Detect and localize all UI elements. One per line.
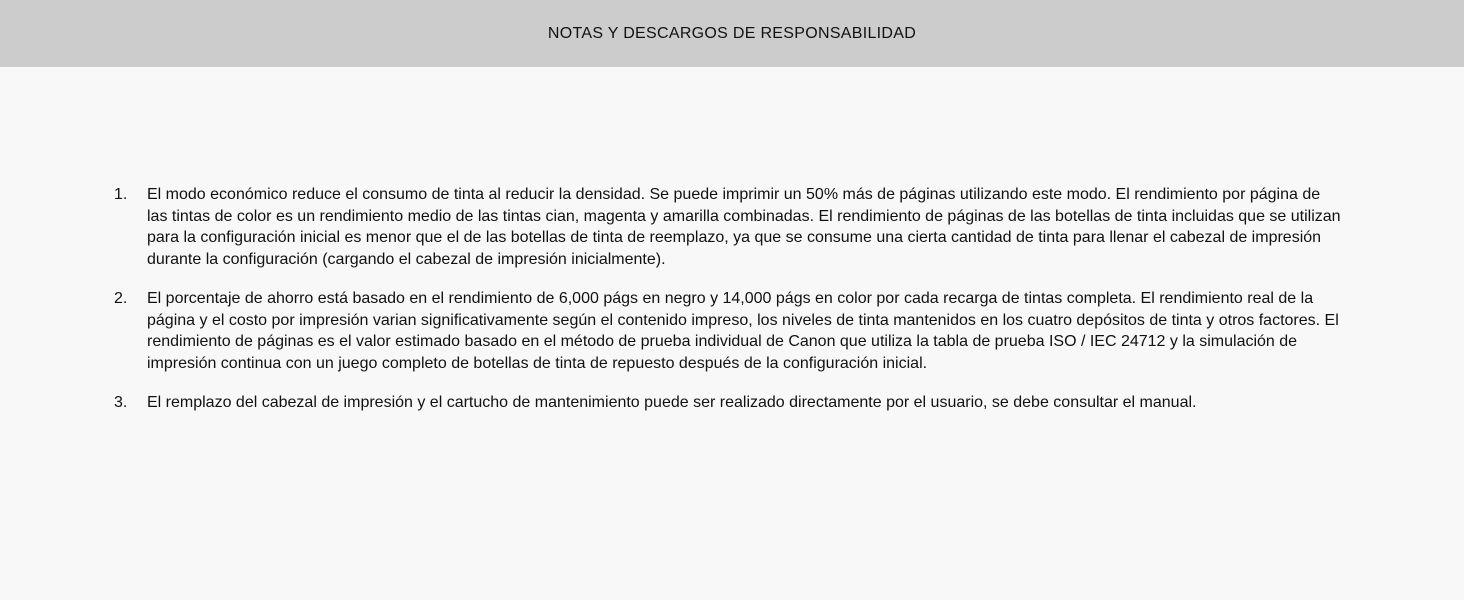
page-title: NOTAS Y DESCARGOS DE RESPONSABILIDAD xyxy=(547,25,917,42)
disclaimer-text: El remplazo del cabezal de impresión y el cartucho de mantenimiento puede ser realizado directamente por el usuario, se debe consultar el manual. xyxy=(147,394,1197,411)
disclaimer-item-1 xyxy=(114,184,1344,270)
disclaimer-list xyxy=(114,184,1344,414)
disclaimer-item-2 xyxy=(114,288,1344,374)
disclaimer-item-3 xyxy=(114,392,1344,414)
disclaimer-text: El porcentaje de ahorro está basado en el rendimiento de 6,000 págs en negro y 14,000 págs en color por cada recarga de tintas completa. El rendimiento real de la página y el costo por impresión varian significativamente según el contenido impreso, los niveles de tinta mantenidos en los cuatro depósitos de tinta y otros factores. El rendimiento de páginas es el valor estimado basado en el método de prueba individual de Canon que utiliza la tabla de prueba ISO / IEC 24712 y la simulación de impresión continua con un juego completo de botellas de tinta de repuesto después de la configuración inicial. xyxy=(147,290,1339,372)
disclaimer-number: 1. xyxy=(114,186,128,203)
disclaimer-number: 2. xyxy=(114,290,128,307)
notes-header-bar xyxy=(0,0,1464,67)
disclaimer-number: 3. xyxy=(114,394,128,411)
notes-section xyxy=(114,184,1344,432)
disclaimer-text: El modo económico reduce el consumo de tinta al reducir la densidad. Se puede imprimir un 50% más de páginas utilizando este modo. El rendimiento por página de las tintas de color es un rendimiento medio de las tintas cian, magenta y amarilla combinadas. El rendimiento de páginas de las botellas de tinta incluidas que se utilizan para la configuración inicial es menor que el de las botellas de tinta de reemplazo, ya que se consume una cierta cantidad de tinta para llenar el cabezal de impresión durante la configuración (cargando el cabezal de impresión inicialmente). xyxy=(147,186,1341,268)
